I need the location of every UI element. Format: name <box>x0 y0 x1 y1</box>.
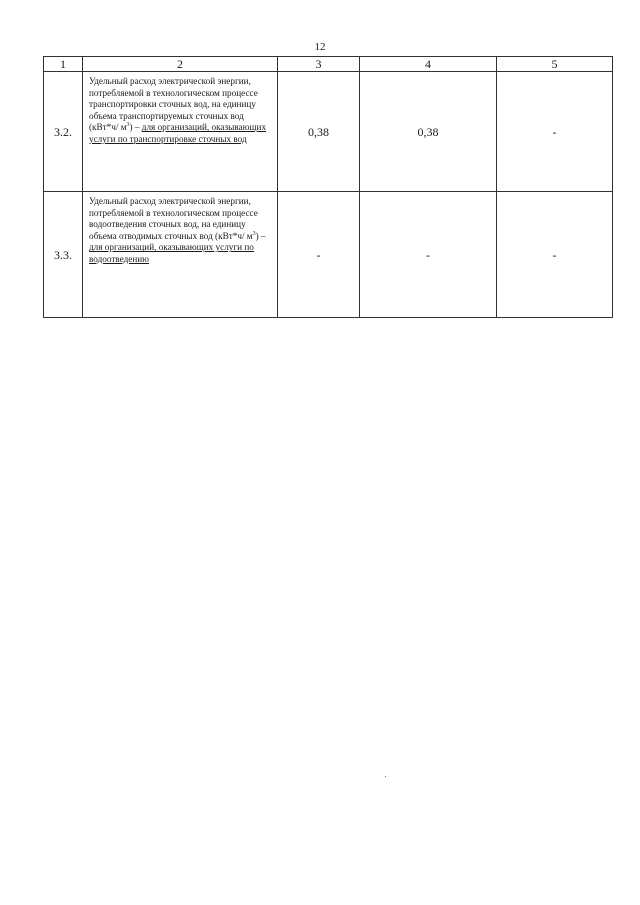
row-number-cell: 3.2. <box>44 72 83 192</box>
value-cell-4: - <box>360 192 497 318</box>
description-text: Удельный расход электрической энергии, потребляемой в технологическом процессе транспортировки сточных вод, на единицу объема транспортируемых сточных вод (кВт*ч/ м <box>89 76 258 133</box>
row-number-cell: 3.3. <box>44 192 83 318</box>
table-header-row <box>44 57 613 72</box>
description-cell <box>83 72 278 192</box>
description-underlined: для организаций, оказывающих услуги по транспортировке сточных вод <box>89 122 267 144</box>
description-cell <box>83 192 278 318</box>
table-row <box>44 192 613 318</box>
value-cell-3: - <box>278 192 360 318</box>
header-cell-5: 5 <box>497 57 613 72</box>
value-cell-5: - <box>497 192 613 318</box>
value-cell-4: 0,38 <box>360 72 497 192</box>
description-tail: ) – <box>129 122 142 133</box>
value-cell-3: 0,38 <box>278 72 360 192</box>
value-cell-5: - <box>497 72 613 192</box>
description-tail: ) – <box>255 230 266 241</box>
table-row <box>44 72 613 192</box>
header-cell-2: 2 <box>83 57 278 72</box>
header-cell-1: 1 <box>44 57 83 72</box>
description-text: Удельный расход электрической энергии, потребляемой в технологическом процессе водоотведения сточных вод, на единицу объема отводимых сточных вод (кВт*ч/ м <box>89 196 258 241</box>
header-cell-3: 3 <box>278 57 360 72</box>
description-underlined: для организаций, оказывающих услуги по водоотведению <box>89 242 254 264</box>
superscript: 3 <box>126 122 130 129</box>
superscript: 3 <box>252 230 256 237</box>
indicator-table <box>43 56 613 318</box>
scan-speck <box>385 776 386 777</box>
header-cell-4: 4 <box>360 57 497 72</box>
page-number: 12 <box>314 41 326 53</box>
